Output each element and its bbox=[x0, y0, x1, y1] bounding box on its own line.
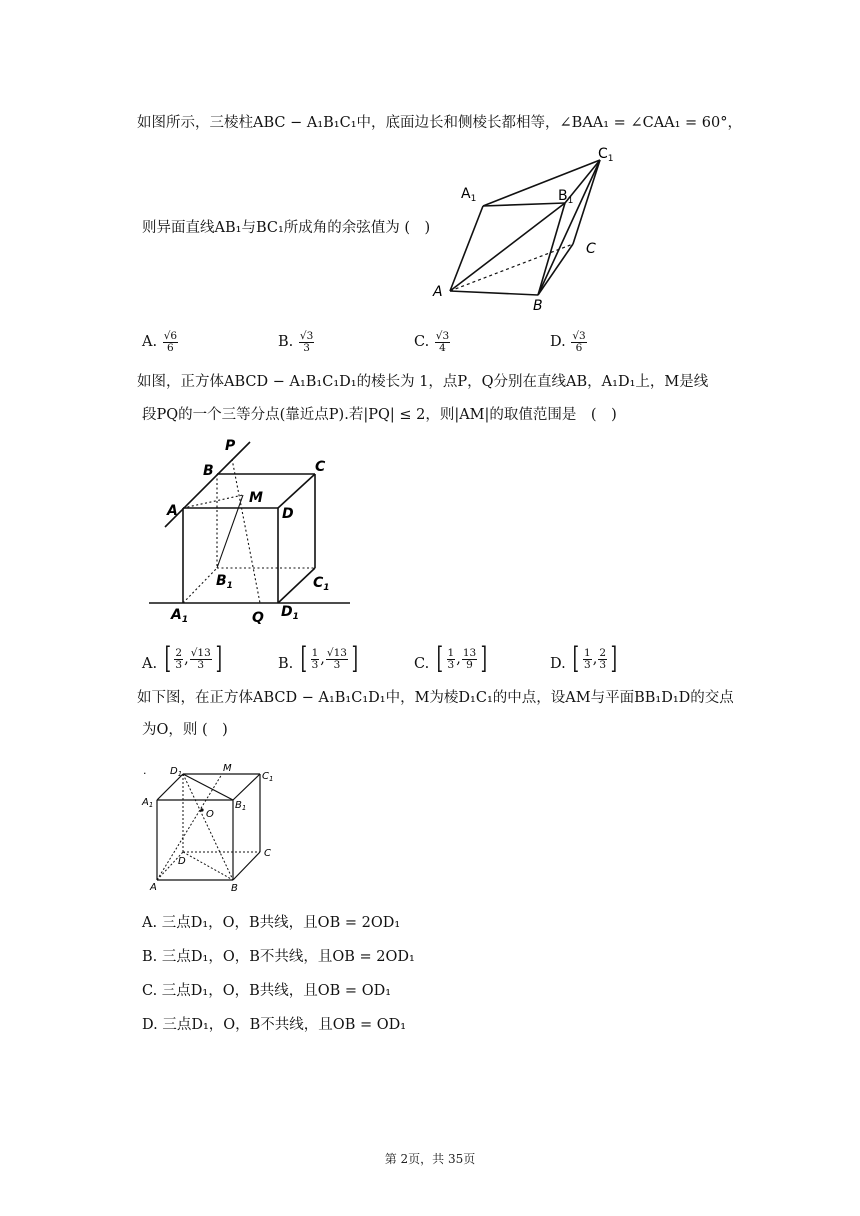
edge-bb1 bbox=[538, 203, 565, 295]
page-footer: 第 2页，共 35页 bbox=[384, 1152, 476, 1166]
q4-option-c[interactable]: C. $\frac{√3}{4}$ bbox=[414, 329, 450, 354]
label-b1: $B_1$ bbox=[216, 573, 233, 591]
label-a1: $A_1$ bbox=[461, 186, 477, 204]
label-d1: $D_1$ bbox=[170, 766, 183, 778]
q4-option-a[interactable]: A. $\frac{√6}{6}$ bbox=[142, 329, 178, 354]
label-c1: $C_1$ bbox=[262, 771, 274, 783]
q5-line2: 段PQ的一个三等分点(靠近点P).若|PQ| ≤ 2，则|AM|的取值范围是 ( ) bbox=[142, 407, 617, 423]
label-p: P bbox=[225, 438, 236, 454]
q6-cube-figure bbox=[140, 760, 285, 895]
label-d: D bbox=[282, 506, 294, 522]
label-c: C bbox=[315, 459, 326, 475]
edge-bc bbox=[538, 244, 573, 295]
q6-option-c[interactable]: C. 三点D₁，O，B共线，且OB = OD₁ bbox=[142, 983, 392, 999]
label-b1: $B_1$ bbox=[235, 800, 247, 812]
label-a1: $A_1$ bbox=[171, 607, 189, 625]
label-b: B bbox=[231, 883, 238, 894]
label-o: O bbox=[206, 809, 214, 820]
edge-cc1 bbox=[573, 160, 600, 244]
point-o bbox=[200, 808, 203, 811]
label-c: C bbox=[264, 848, 271, 859]
q4-option-d[interactable]: D. $\frac{√3}{6}$ bbox=[550, 329, 586, 354]
label-a1: $A_1$ bbox=[142, 797, 154, 809]
label-m: M bbox=[249, 490, 263, 506]
label-m: M bbox=[223, 763, 232, 774]
label-dot: · bbox=[143, 767, 147, 780]
label-c1: $C_1$ bbox=[598, 146, 614, 164]
label-a: A bbox=[150, 882, 157, 893]
q4-line2: 则异面直线AB₁与BC₁所成角的余弦值为 ( ) bbox=[142, 220, 431, 236]
edge-ac-hidden bbox=[450, 244, 573, 291]
label-a: A bbox=[433, 284, 443, 300]
q6-line1: 如下图，在正方体ABCD − A₁B₁C₁D₁中，M为棱D₁C₁的中点，设AM与平面BB₁D₁D的交点 bbox=[137, 690, 734, 706]
label-d1: $D_1$ bbox=[281, 604, 299, 622]
q6-option-b[interactable]: B. 三点D₁，O，B不共线，且OB = 2OD₁ bbox=[142, 949, 415, 965]
label-a: A bbox=[167, 503, 178, 519]
q5-option-d[interactable]: D. [ $\frac{1}{3}$ , $\frac{2}{3}$ ] bbox=[550, 641, 618, 676]
label-q: Q bbox=[252, 610, 264, 626]
label-b: B bbox=[203, 463, 214, 479]
label-d: D bbox=[178, 856, 186, 867]
edge-a1b1 bbox=[483, 203, 565, 206]
q5-cube-figure bbox=[145, 432, 355, 627]
label-c: C bbox=[586, 241, 596, 257]
label-b1: $B_1$ bbox=[558, 188, 574, 206]
label-c1: $C_1$ bbox=[313, 575, 330, 593]
q5-option-a[interactable]: A. [ $\frac{2}{3}$ , $\frac{√13}{3}$ ] bbox=[142, 641, 222, 676]
q5-option-c[interactable]: C. [ $\frac{1}{3}$ , $\frac{13}{9}$ ] bbox=[414, 641, 488, 676]
q6-option-a[interactable]: A. 三点D₁，O，B共线，且OB = 2OD₁ bbox=[142, 915, 401, 931]
q5-option-b[interactable]: B. [ $\frac{1}{3}$ , $\frac{√13}{3}$ ] bbox=[278, 641, 359, 676]
edge-ab bbox=[450, 291, 538, 295]
q4-prism-figure bbox=[428, 140, 618, 318]
q4-option-b[interactable]: B. $\frac{√3}{3}$ bbox=[278, 329, 314, 354]
q6-option-d[interactable]: D. 三点D₁，O，B不共线，且OB = OD₁ bbox=[142, 1017, 407, 1033]
q6-line2: 为O，则 ( ) bbox=[142, 722, 228, 738]
label-b: B bbox=[533, 298, 543, 314]
q5-line1: 如图，正方体ABCD − A₁B₁C₁D₁的棱长为 1，点P，Q分别在直线AB，A₁D₁上，M是线 bbox=[137, 374, 709, 390]
q4-line1: 如图所示，三棱柱ABC − A₁B₁C₁中，底面边长和侧棱长都相等，∠BAA₁ = ∠CAA₁ = 60°， bbox=[137, 115, 743, 131]
